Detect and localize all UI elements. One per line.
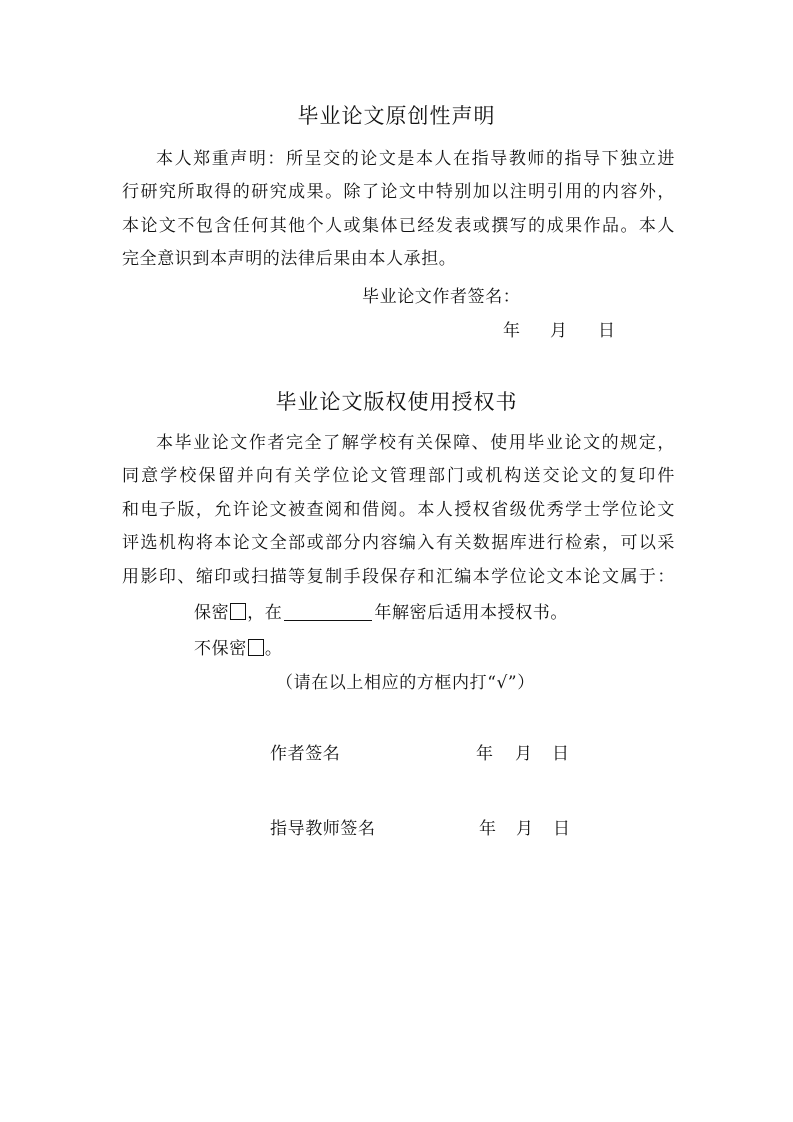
author-date-year: 年: [476, 744, 494, 764]
authorization-line-3: 和电子版，允许论文被查阅和借阅。本人授权省级优秀学士学位论文: [122, 500, 675, 520]
declaration-line-4: 完全意识到本声明的法律后果由本人承担。: [122, 249, 457, 269]
author-signature-label: 作者签名: [270, 744, 341, 764]
advisor-date-day: 日: [553, 819, 571, 839]
advisor-date-month: 月: [516, 819, 534, 839]
checkmark-instruction: （请在以上相应的方框内打“√”）: [276, 673, 535, 693]
public-checkbox[interactable]: [248, 639, 264, 656]
authorization-line-5: 用影印、缩印或扫描等复制手段保存和汇编本学位论文本论文属于：: [122, 567, 675, 587]
declaration-date-year: 年: [503, 321, 521, 341]
option-secret-row: [194, 598, 568, 623]
authorization-line-4: 评选机构将本论文全部或部分内容编入有关数据库进行检索，可以采: [122, 533, 675, 553]
declassify-year-blank[interactable]: [284, 604, 372, 621]
advisor-signature-label: 指导教师签名: [270, 819, 376, 839]
option-secret-suffix: 年解密后适用本授权书。: [374, 603, 569, 623]
declaration-line-2: 行研究所取得的研究成果。除了论文中特别加以注明引用的内容外，: [122, 182, 675, 202]
authorization-title: 毕业论文版权使用授权书: [275, 390, 518, 414]
declaration-date-month: 月: [550, 321, 568, 341]
authorization-line-2: 同意学校保留并向有关学位论文管理部门或机构送交论文的复印件: [122, 466, 675, 486]
declaration-line-3: 本论文不包含任何其他个人或集体已经发表或撰写的成果作品。本人: [122, 216, 675, 236]
declaration-line-1: 本人郑重声明：所呈交的论文是本人在指导教师的指导下独立进: [156, 149, 675, 169]
option-public-suffix: 。: [264, 639, 283, 659]
author-date-day: 日: [552, 744, 570, 764]
declaration-date-day: 日: [598, 321, 616, 341]
authorization-line-1: 本毕业论文作者完全了解学校有关保障、使用毕业论文的规定，: [156, 433, 675, 453]
option-secret-mid: ，在: [247, 603, 283, 623]
option-secret-label: 保密: [194, 603, 230, 623]
advisor-date-year: 年: [479, 819, 497, 839]
declaration-signature-label: 毕业论文作者签名：: [362, 287, 521, 307]
option-public-label: 不保密: [194, 639, 247, 659]
author-date-month: 月: [515, 744, 533, 764]
option-public-row: [194, 634, 282, 659]
declaration-title: 毕业论文原创性声明: [297, 104, 496, 128]
secret-checkbox[interactable]: [230, 603, 246, 620]
